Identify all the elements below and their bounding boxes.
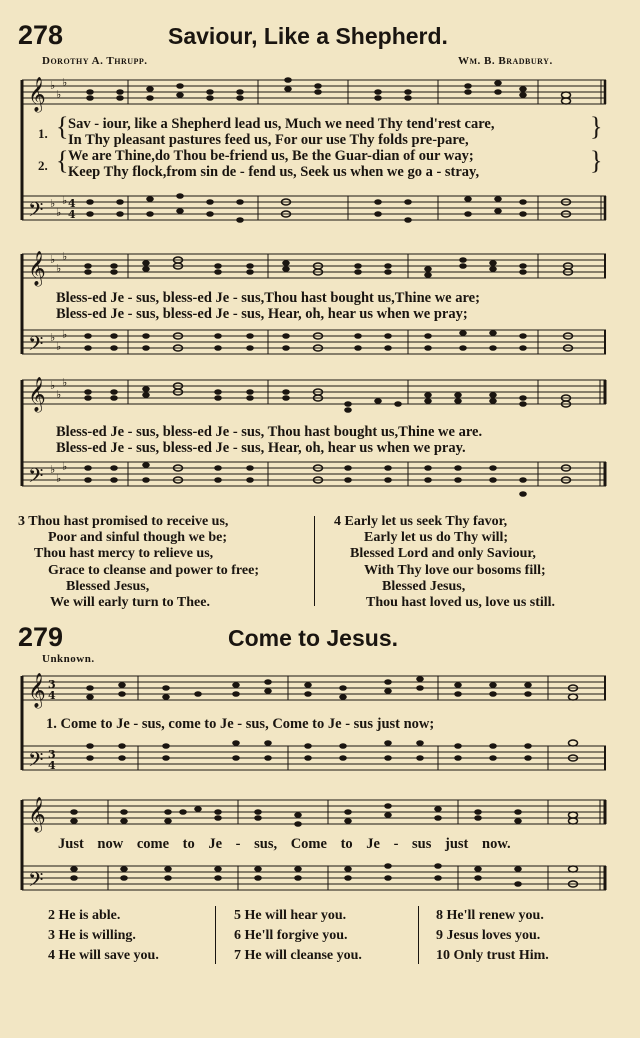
- svg-text:𝄞: 𝄞: [28, 377, 46, 412]
- brace-right-2: }: [590, 146, 603, 175]
- hymn-278-composer: Wm. B. Bradbury.: [458, 55, 553, 67]
- verse-item: 3 He is willing.: [48, 928, 136, 943]
- svg-text:♭: ♭: [56, 472, 62, 485]
- svg-text:♭: ♭: [50, 197, 56, 210]
- svg-text:4: 4: [68, 197, 76, 210]
- svg-text:♭: ♭: [56, 388, 62, 401]
- svg-text:𝄞: 𝄞: [28, 77, 46, 112]
- verses-column-2: [234, 906, 362, 966]
- brace-right-1: }: [590, 112, 603, 141]
- verse-number-1: 1.: [38, 126, 48, 141]
- svg-text:𝄢: 𝄢: [28, 464, 44, 492]
- svg-text:♭: ♭: [56, 262, 62, 275]
- stanza-line: Thou hast mercy to relieve us,: [34, 546, 214, 562]
- stanza-line: Blessed Jesus,: [382, 578, 466, 594]
- lyric-line: Sav - iour, like a Shepherd lead us, Much we need Thy tend'rest care,: [68, 116, 495, 132]
- stanza-line: With Thy love our bosoms fill;: [364, 562, 546, 578]
- svg-text:♭: ♭: [56, 88, 62, 101]
- svg-text:𝄞: 𝄞: [28, 797, 46, 832]
- column-divider: [418, 906, 419, 964]
- svg-text:♭: ♭: [62, 76, 68, 89]
- svg-text:♭: ♭: [56, 340, 62, 353]
- stanza-line: Thou hast loved us, love us still.: [366, 595, 556, 611]
- svg-text:4: 4: [48, 689, 56, 702]
- stanza-line: Poor and sinful though we be;: [48, 530, 228, 546]
- svg-text:♭: ♭: [62, 194, 68, 207]
- svg-text:𝄢: 𝄢: [28, 198, 44, 226]
- svg-text:𝄢: 𝄢: [28, 748, 44, 776]
- verse-item: 6 He'll forgive you.: [234, 928, 348, 943]
- lyric-line: We are Thine,do Thou be-friend us, Be the Guar-dian of our way;: [68, 148, 474, 164]
- svg-text:♭: ♭: [62, 376, 68, 389]
- hymn-279-number: 279: [18, 622, 64, 652]
- hymn-279-author: Unknown.: [42, 653, 95, 665]
- svg-text:𝄞: 𝄞: [28, 251, 46, 286]
- svg-text:𝄞: 𝄞: [28, 673, 46, 708]
- stanza-line: We will early turn to Thee.: [50, 595, 210, 611]
- svg-text:♭: ♭: [50, 463, 56, 476]
- verse-item: 10 Only trust Him.: [436, 948, 549, 963]
- svg-text:3: 3: [48, 748, 56, 761]
- stanza-3: [18, 514, 259, 611]
- svg-text:𝄢: 𝄢: [28, 868, 44, 896]
- svg-text:♭: ♭: [62, 460, 68, 473]
- lyric-line: Bless-ed Je - sus, bless-ed Je - sus, Hear, oh, hear us when we pray;: [56, 306, 468, 322]
- lyric-line: Just now come to Je - sus, Come to Je - sus just now.: [58, 836, 511, 852]
- svg-text:3: 3: [48, 678, 56, 691]
- lyric-line: Bless-ed Je - sus, bless-ed Je - sus, Hear, oh, hear us when we pray.: [56, 440, 466, 456]
- lyric-line: Bless-ed Je - sus, bless-ed Je - sus,Thou hast bought us,Thine we are;: [56, 290, 480, 306]
- hymn-278-author: Dorothy A. Thrupp.: [42, 55, 148, 67]
- svg-text:♭: ♭: [50, 331, 56, 344]
- stanza-line: Blessed Jesus,: [66, 578, 150, 594]
- svg-text:♭: ♭: [62, 328, 68, 341]
- verses-column-1: [48, 906, 159, 966]
- lyric-line: Bless-ed Je - sus, bless-ed Je - sus, Thou hast bought us,Thine we are.: [56, 424, 483, 440]
- verse-item: 5 He will hear you.: [234, 908, 347, 923]
- stanza-line: Early let us do Thy will;: [364, 530, 509, 546]
- verse-item: 7 He will cleanse you.: [234, 948, 362, 963]
- hymn-279-title: Come to Jesus.: [228, 625, 398, 651]
- brace-left-2: {: [56, 146, 69, 175]
- stanza-4: [334, 514, 555, 611]
- verse-item: 8 He'll renew you.: [436, 908, 544, 923]
- lyric-line: In Thy pleasant pastures feed us, For our use Thy folds pre-pare,: [68, 132, 469, 148]
- verse-item: 4 He will save you.: [48, 948, 159, 963]
- hymn-278-title: Saviour, Like a Shepherd.: [168, 23, 448, 49]
- svg-text:𝄢: 𝄢: [28, 332, 44, 360]
- svg-text:♭: ♭: [50, 253, 56, 266]
- svg-text:♭: ♭: [50, 379, 56, 392]
- lyric-line: 1. Come to Je - sus, come to Je - sus, Come to Je - sus just now;: [46, 716, 435, 732]
- brace-left-1: {: [56, 112, 69, 141]
- column-divider: [314, 516, 315, 606]
- stanza-line: Blessed Lord and only Saviour,: [350, 546, 536, 562]
- hymn-278-number: 278: [18, 20, 64, 50]
- verse-number-2: 2.: [38, 158, 48, 173]
- stanza-line: Grace to cleanse and power to free;: [48, 562, 259, 578]
- verses-column-3: [436, 906, 549, 966]
- stanza-line: 3 Thou hast promised to receive us,: [18, 514, 229, 529]
- svg-text:♭: ♭: [56, 206, 62, 219]
- column-divider: [215, 906, 216, 964]
- stanza-line: 4 Early let us seek Thy favor,: [334, 514, 508, 529]
- svg-text:♭: ♭: [50, 79, 56, 92]
- svg-text:♭: ♭: [62, 250, 68, 263]
- verse-item: 9 Jesus loves you.: [436, 928, 541, 943]
- verse-item: 2 He is able.: [48, 908, 121, 923]
- svg-text:4: 4: [48, 759, 56, 772]
- svg-text:4: 4: [68, 208, 76, 221]
- lyric-line: Keep Thy flock,from sin de - fend us, Seek us when we go a - stray,: [68, 164, 480, 180]
